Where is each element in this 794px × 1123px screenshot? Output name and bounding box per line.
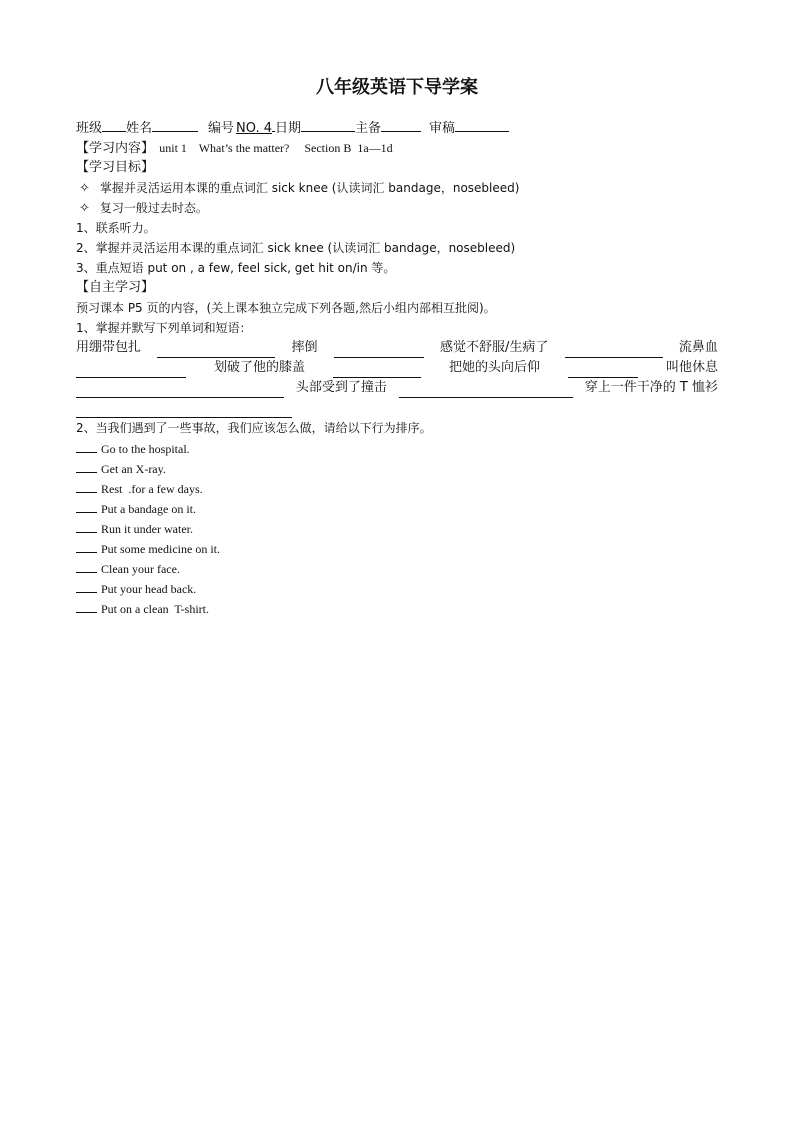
vocab-answer-field[interactable] bbox=[76, 385, 284, 398]
order-field[interactable] bbox=[76, 520, 97, 533]
header-info-line bbox=[76, 119, 509, 137]
vocab-answer-field[interactable] bbox=[399, 385, 573, 398]
order-field[interactable] bbox=[76, 440, 97, 453]
vocab-prompt: 感觉不舒服/生病了 bbox=[440, 340, 549, 355]
class-field[interactable] bbox=[102, 119, 126, 132]
vocab-answer-field[interactable] bbox=[565, 345, 663, 358]
action-item: Put on a clean T-shirt. bbox=[76, 600, 209, 617]
vocab-answer-field[interactable] bbox=[568, 365, 638, 378]
name-field[interactable] bbox=[152, 119, 198, 132]
vocab-fill-block bbox=[76, 338, 718, 418]
vocab-line bbox=[76, 338, 718, 358]
diamond-bullet-icon: ✧ bbox=[79, 180, 90, 195]
vocab-answer-field[interactable] bbox=[334, 345, 424, 358]
vocab-prompt: 头部受到了撞击 bbox=[295, 380, 387, 395]
task1-heading: 1、掌握并默写下列单词和短语： bbox=[76, 321, 252, 335]
preparer-label: 主备 bbox=[355, 121, 382, 136]
content-label: 【学习内容】 bbox=[76, 141, 155, 156]
objective-numbered: 3、重点短语 put on , a few, feel sick, get hit on/in 等。 bbox=[76, 261, 396, 275]
content-text: unit 1 What’s the matter? Section B 1a—1d bbox=[159, 141, 393, 155]
reviewer-field[interactable] bbox=[455, 119, 509, 132]
order-field[interactable] bbox=[76, 600, 97, 613]
vocab-prompt: 流鼻血 bbox=[678, 340, 718, 355]
vocab-line bbox=[76, 398, 718, 418]
diamond-bullet-icon: ✧ bbox=[79, 200, 90, 215]
vocab-answer-field[interactable] bbox=[157, 345, 275, 358]
objective-numbered: 2、掌握并灵活运用本课的重点词汇 sick knee (认读词汇 bandage，nosebleed) bbox=[76, 241, 516, 255]
name-label: 姓名 bbox=[126, 121, 153, 136]
page-title: 八年级英语下导学案 bbox=[316, 77, 478, 98]
vocab-prompt: 摔倒 bbox=[291, 340, 318, 355]
order-field[interactable] bbox=[76, 480, 97, 493]
vocab-answer-field[interactable] bbox=[333, 365, 421, 378]
action-item: Get an X-ray. bbox=[76, 460, 166, 477]
date-label: 日期 bbox=[275, 121, 302, 136]
task2-heading: 2、当我们遇到了一些事故，我们应该怎么做，请给以下行为排序。 bbox=[76, 421, 432, 435]
self-study-heading: 【自主学习】 bbox=[76, 280, 155, 295]
preparer-field[interactable] bbox=[381, 119, 421, 132]
action-item: Go to the hospital. bbox=[76, 440, 190, 457]
order-field[interactable] bbox=[76, 540, 97, 553]
objective-bullet: ✧ 掌握并灵活运用本课的重点词汇 sick knee (认读词汇 bandage，nosebleed) bbox=[79, 180, 520, 195]
self-study-intro: 预习课本 P5 页的内容，(关上课本独立完成下列各题,然后小组内部相互批阅)。 bbox=[76, 301, 496, 315]
vocab-prompt: 用绷带包扎 bbox=[76, 340, 142, 355]
action-item: Clean your face. bbox=[76, 560, 180, 577]
vocab-prompt: 叫他休息 bbox=[665, 360, 718, 375]
vocab-prompt: 把她的头向后仰 bbox=[448, 360, 540, 375]
objective-bullet: ✧ 复习一般过去时态。 bbox=[79, 200, 208, 215]
action-item: Run it under water. bbox=[76, 520, 193, 537]
class-label: 班级 bbox=[76, 121, 103, 136]
order-field[interactable] bbox=[76, 560, 97, 573]
date-field[interactable] bbox=[301, 119, 355, 132]
reviewer-label: 审稿 bbox=[429, 121, 456, 136]
action-item: Put a bandage on it. bbox=[76, 500, 196, 517]
content-line bbox=[76, 140, 393, 157]
objective-numbered: 1、联系听力。 bbox=[76, 221, 156, 235]
order-field[interactable] bbox=[76, 500, 97, 513]
order-field[interactable] bbox=[76, 460, 97, 473]
vocab-prompt: 穿上一件干净的 T 恤衫 bbox=[584, 380, 718, 395]
action-item: Rest .for a few days. bbox=[76, 480, 203, 497]
action-item: Put some medicine on it. bbox=[76, 540, 220, 557]
action-item: Put your head back. bbox=[76, 580, 196, 597]
vocab-answer-field[interactable] bbox=[76, 365, 186, 378]
vocab-line bbox=[76, 378, 718, 398]
objectives-heading: 【学习目标】 bbox=[76, 160, 155, 175]
number-label: 编号 bbox=[208, 121, 235, 136]
number-value: NO. 4 bbox=[236, 121, 273, 136]
order-field[interactable] bbox=[76, 580, 97, 593]
vocab-line bbox=[76, 358, 718, 378]
vocab-answer-field[interactable] bbox=[76, 405, 292, 418]
vocab-prompt: 划破了他的膝盖 bbox=[213, 360, 305, 375]
